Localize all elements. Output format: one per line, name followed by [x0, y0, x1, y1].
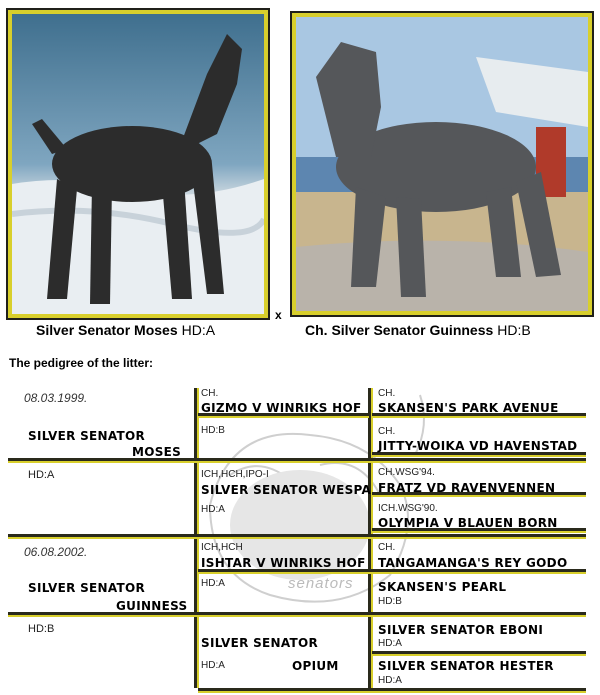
- sire-mother-dam-title: ICH.WSG'90.: [378, 503, 438, 514]
- sire-hd: HD:A: [28, 469, 55, 481]
- sire-name-line2: MOSES: [132, 445, 182, 459]
- dam-father-title: ICH,HCH: [201, 542, 243, 553]
- sire-mother-title: ICH,HCH,IPO-I: [201, 469, 269, 480]
- watermark: senators: [288, 575, 354, 592]
- pedigree-heading: The pedigree of the litter:: [9, 356, 154, 370]
- sire-father-name: GIZMO V WINRIKS HOF: [201, 401, 362, 415]
- sire-mother-hd: HD:A: [201, 504, 225, 515]
- sire-mother-dam-name: OLYMPIA V BLAUEN BORN: [378, 516, 558, 530]
- dam-hd: HD:B: [28, 623, 55, 635]
- dam-father-dam-name: SKANSEN'S PEARL: [378, 580, 507, 594]
- dam-date: 06.08.2002.: [24, 545, 88, 559]
- dam-caption: [305, 322, 531, 338]
- sire-mother-name: SILVER SENATOR WESPA: [201, 483, 372, 497]
- grid-hline-dm1: [372, 651, 586, 656]
- sire-photo: [8, 10, 268, 318]
- dam-mother-hd: HD:A: [201, 660, 225, 671]
- sire-father-dam-title: CH.: [378, 426, 396, 437]
- dam-caption-name: Ch. Silver Senator Guinness: [305, 322, 494, 338]
- grid-hline-dam-mid: [8, 612, 586, 617]
- dam-mother-dam-hd: HD:A: [378, 675, 402, 686]
- dam-mother-dam-name: SILVER SENATOR HESTER: [378, 659, 554, 673]
- dam-dog-image: [296, 17, 588, 311]
- dam-name-line2: GUINNESS: [116, 599, 188, 613]
- sire-father-hd: HD:B: [201, 425, 225, 436]
- sire-father-dam-name: JITTY-WOIKA VD HAVENSTAD: [378, 439, 578, 453]
- sire-mother-sire-title: CH.WSG'94.: [378, 467, 435, 478]
- sire-caption-hd: HD:A: [181, 322, 216, 338]
- sire-father-sire-title: CH.: [378, 388, 396, 399]
- dam-father-sire-name: TANGAMANGA'S REY GODO: [378, 556, 568, 570]
- dam-caption-hd: HD:B: [497, 322, 531, 338]
- grid-hline-divider: [8, 534, 586, 539]
- sire-mother-sire-name: FRATZ VD RAVENVENNEN: [378, 481, 556, 495]
- dam-mother-name-line2: OPIUM: [292, 659, 339, 673]
- dam-father-sire-title: CH.: [378, 542, 396, 553]
- dam-father-hd: HD:A: [201, 578, 225, 589]
- sire-caption: [36, 322, 215, 338]
- dam-mother-name-line1: SILVER SENATOR: [201, 636, 319, 650]
- grid-hline-bottom: [198, 688, 586, 693]
- sire-dog-image: [12, 14, 264, 314]
- sire-caption-name: Silver Senator Moses: [36, 322, 178, 338]
- dam-father-name: ISHTAR V WINRIKS HOF: [201, 556, 366, 570]
- dam-mother-sire-name: SILVER SENATOR EBONI: [378, 623, 544, 637]
- grid-hline-sire-mid: [8, 458, 586, 463]
- sire-father-sire-name: SKANSEN'S PARK AVENUE: [378, 401, 559, 415]
- dam-father-dam-hd: HD:B: [378, 596, 402, 607]
- sire-father-title: CH.: [201, 388, 219, 399]
- sire-name-line1: SILVER SENATOR: [28, 429, 146, 443]
- sire-date: 08.03.1999.: [24, 391, 88, 405]
- dam-mother-sire-hd: HD:A: [378, 638, 402, 649]
- cross-symbol: x: [275, 308, 282, 322]
- dam-name-line1: SILVER SENATOR: [28, 581, 146, 595]
- dam-photo: [292, 13, 592, 315]
